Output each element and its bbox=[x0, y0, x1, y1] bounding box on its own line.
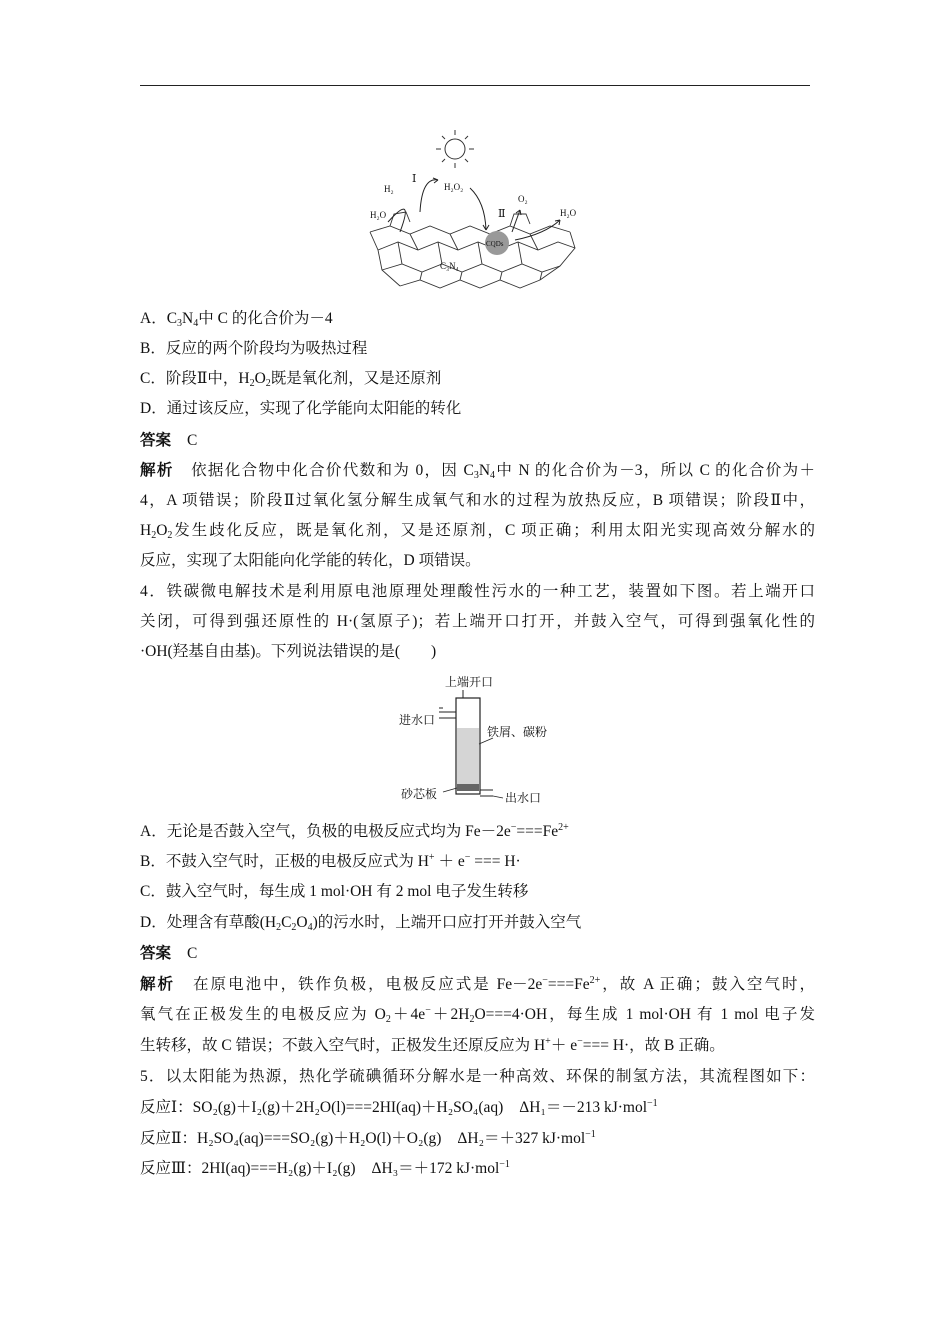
q3-option-d: D．通过该反应，实现了化学能向太阳能的转化 bbox=[140, 400, 462, 417]
inlet-label: 进水口 bbox=[399, 713, 436, 727]
h2o-left-label: H₂O bbox=[370, 210, 387, 220]
q4-option-c: C．鼓入空气时，每生成 1 mol·OH 有 2 mol 电子发生转移 bbox=[140, 883, 529, 900]
q4-option-b: B．不鼓入空气时，正极的电极反应式为 H+ ＋ e− === H· bbox=[140, 852, 521, 870]
o2-label: O₂ bbox=[518, 194, 528, 204]
q4-option-d: D．处理含有草酸$(H_2C_2O_4)$的污水时，上端开口应打开并鼓入空气 bbox=[140, 914, 582, 933]
outlet-label: 出水口 bbox=[505, 791, 542, 805]
q4-answer: 答案 C bbox=[140, 945, 198, 962]
reaction-arrows bbox=[388, 178, 560, 240]
sand-core-plate bbox=[457, 784, 479, 791]
stage2-label: Ⅱ bbox=[498, 208, 506, 220]
h2o-right-label: H₂O bbox=[560, 208, 577, 218]
q5-stem: 5．以太阳能为热源，热化学硫碘循环分解水是一种高效、环保的制氢方法，其流程图如下： bbox=[140, 1068, 815, 1085]
top-opening-label: 上端开口 bbox=[445, 675, 494, 689]
c3n4-label: C₃N₄ bbox=[440, 261, 459, 271]
q3-option-b: B．反应的两个阶段均为吸热过程 bbox=[140, 340, 368, 357]
q3-explanation-line3: $H_2O_2$发生歧化反应，既是氧化剂，又是还原剂，C 项正确；利用太阳光实现高效分解水的 bbox=[140, 522, 815, 541]
q5-reaction-3: 反应Ⅲ：2HI(aq)===H₂(g)＋I₂(g) ΔH₃＝＋172 kJ·mol$^{-1}$ bbox=[140, 1159, 510, 1177]
q3-answer: 答案 C bbox=[140, 432, 198, 449]
stage1-label: Ⅰ bbox=[412, 173, 417, 185]
sand-plate-label: 砂芯板 bbox=[401, 787, 438, 801]
iron-carbon-column-diagram bbox=[395, 672, 565, 812]
q4-stem-line3: ·OH(羟基自由基)。下列说法错误的是( ) bbox=[140, 643, 437, 660]
cqds-label: CQDs bbox=[486, 240, 504, 248]
q3-explanation-line1: 解析 依据化合物中化合价代数和为 0，因 $C_3N_4$中 N 的化合价为－3，所以 C 的化合价为＋ bbox=[140, 462, 815, 481]
q5-reaction-2: 反应Ⅱ：H₂SO₄(aq)===SO₂(g)＋H₂O(l)＋O₂(g) ΔH₂＝＋327 kJ·mol$^{-1}$ bbox=[140, 1129, 596, 1147]
photocatalysis-diagram bbox=[360, 122, 590, 302]
q5-reaction-1: 反应Ⅰ：SO₂(g)＋I₂(g)＋2H₂O(l)===2HI(aq)＋H₂SO₄(aq) ΔH₁＝－213 kJ·mol$^{-1}$ bbox=[140, 1098, 658, 1116]
q4-explanation-line1: 解析 在原电池中，铁作负极，电极反应式是 $Fe-2e^-===Fe^{2+}$，故 A 正确；鼓入空气时， bbox=[140, 975, 815, 993]
graphene-lattice bbox=[370, 212, 575, 288]
q4-explanation-line2: 氧气在正极发生的电极反应为 $O_2+4e^-+2H_2O===4\cdot OH$，每生成 1 mol·OH 有 1 mol 电子发 bbox=[140, 1005, 815, 1025]
h2-label: H₂ bbox=[384, 184, 394, 194]
sun-icon bbox=[436, 130, 474, 168]
q4-stem-line2: 关闭，可得到强还原性的 H·(氢原子)；若上端开口打开，并鼓入空气，可得到强氧化性的 bbox=[140, 613, 815, 630]
q3-explanation-line2: 4，A 项错误；阶段Ⅱ过氧化氢分解生成氧气和水的过程为放热反应，B 项错误；阶段Ⅱ中， bbox=[140, 492, 815, 509]
q3-option-a: A．$C_3N_4$中 C 的化合价为－4 bbox=[140, 310, 333, 329]
h2o2-label: H₂O₂ bbox=[444, 182, 464, 192]
q3-explanation-line4: 反应，实现了太阳能向化学能的转化，D 项错误。 bbox=[140, 552, 481, 569]
iron-carbon-fill bbox=[457, 728, 479, 784]
q4-explanation-line3: 生转移，故 C 错误；不鼓入空气时，正极发生还原反应为 H+＋ e−=== H·，故 B 正确。 bbox=[140, 1036, 725, 1054]
header-rule bbox=[140, 85, 810, 86]
q3-option-c: C．阶段Ⅱ中，$H_2O_2$既是氧化剂，又是还原剂 bbox=[140, 370, 442, 389]
q4-option-a: A．无论是否鼓入空气，负极的电极反应式均为 $Fe-2e^-===Fe^{2+}$ bbox=[140, 822, 569, 840]
iron-carbon-label: 铁屑、碳粉 bbox=[487, 725, 548, 739]
q4-stem-line1: 4．铁碳微电解技术是利用原电池原理处理酸性污水的一种工艺，装置如下图。若上端开口 bbox=[140, 583, 815, 600]
